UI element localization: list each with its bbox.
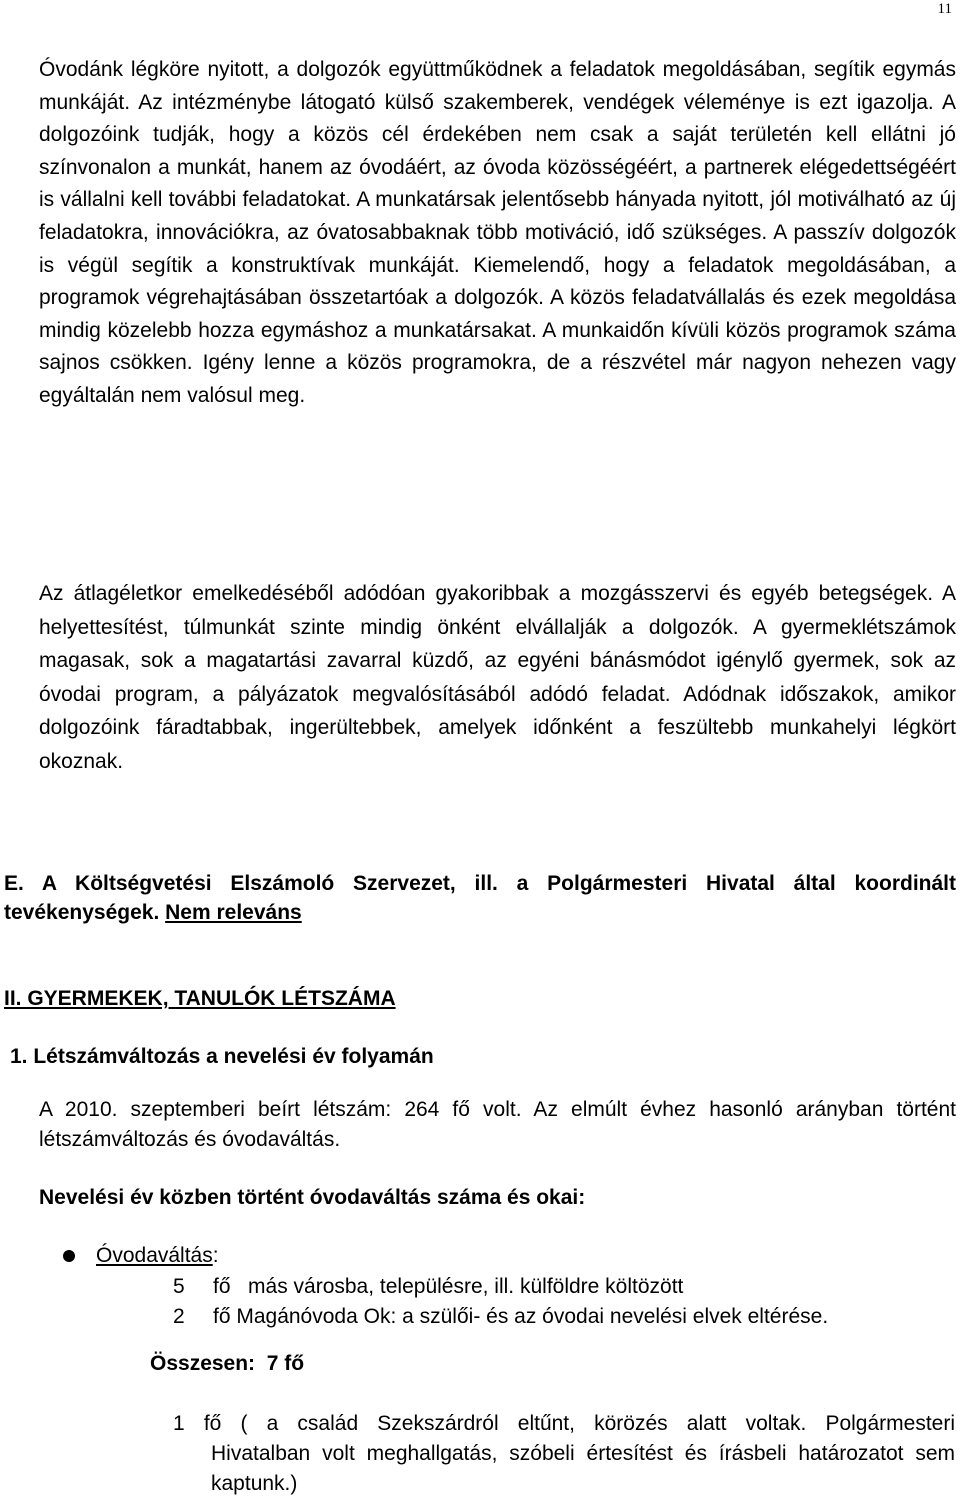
section-ii-heading: II. GYERMEKEK, TANULÓK LÉTSZÁMA [4, 987, 396, 1010]
note-paragraph [173, 1409, 955, 1499]
list-item-qty: 5 [173, 1275, 185, 1298]
section-e-heading [4, 869, 956, 927]
list-item [173, 1302, 828, 1332]
bullet-item [96, 1241, 219, 1271]
subsection-1-heading: 1. Létszámváltozás a nevelési év folyamán [10, 1045, 434, 1068]
bullet-label: Óvodaváltás [96, 1244, 213, 1267]
paragraph-health: Az átlagéletkor emelkedéséből adódóan gyakoribbak a mozgásszervi és egyéb betegségek. A helyettesítést, túlmunkát szinte mindig önként elvállalják a dolgozók. A gyermeklétszámok magasak, sok a magatartási zavarral küzdő, az egyéni bánásmódot igénylő gyermek, sok az óvodai program, a pályázatok megvalósításából adódó feladat. Adódnak időszakok, amikor dolgozóink fáradtabbak, ingerültebbek, amelyek időnként a feszültebb munkahelyi légkört okoznak. [39, 582, 956, 773]
list-item [173, 1272, 683, 1302]
changes-heading: Nevelési év közben történt óvodaváltás száma és okai: [39, 1186, 586, 1209]
total-line: Összesen: 7 fő [150, 1352, 305, 1375]
paragraph-atmosphere: Óvodánk légköre nyitott, a dolgozók együttműködnek a feladatok megoldásában, segítik egymás munkáját. Az intézménybe látogató külső szakemberek, vendégek véleménye is ezt igazolja. A dolgozóink tudják, hogy a közös cél érdekében nem csak a saját területén kell ellátni jó színvonalon a munkát, hanem az óvodáért, az óvoda közösségéért, a partnerek elégedettségéért is vállalni kell további feladatokat. A munkatársak jelentősebb hányada nyitott, jól motiválható az új feladatokra, innovációkra, az óvatosabbaknak több motiváció, idő szükséges. A passzív dolgozók is végül segítik a konstruktívak munkáját. Kiemelendő, hogy a feladatok megoldásában, a programok végrehajtásában összetartóak a dolgozók. A közös feladatvállalás és ezek megoldása mindig közelebb hozza egymáshoz a munkatársakat. A munkaidőn kívüli közös programok száma sajnos csökken. Igény lenne a közös programokra, de a részvétel már nagyon nehezen vagy egyáltalán nem valósul meg. [39, 58, 956, 407]
list-item-text: fő Magánóvoda Ok: a szülői- és az óvodai nevelési elvek eltérése. [213, 1305, 829, 1328]
list-item-qty: 2 [173, 1305, 185, 1328]
list-item-text: fő más városba, településre, ill. külföldre költözött [213, 1275, 684, 1298]
enrollment-text: A 2010. szeptemberi beírt létszám: 264 fő volt. Az elmúlt évhez hasonló arányban történt létszámváltozás és óvodaváltás. [39, 1098, 956, 1151]
page-number: 11 [937, 1, 952, 17]
section-e-status: Nem releváns [165, 901, 302, 924]
bullet-colon: : [212, 1244, 219, 1267]
bullet-dot [63, 1250, 75, 1262]
section-e-title: E. A Költségvetési Elszámoló Szervezet, ill. a Polgármesteri Hivatal által koordinált tevékenységek. [4, 872, 956, 924]
note-rest: Hivatalban volt meghallgatás, szóbeli értesítést és írásbeli határozatot sem kaptunk.) [211, 1442, 955, 1495]
note-first-line: 1 fő ( a család Szekszárdról eltűnt, körözés alatt voltak. Polgármesteri [173, 1412, 955, 1435]
